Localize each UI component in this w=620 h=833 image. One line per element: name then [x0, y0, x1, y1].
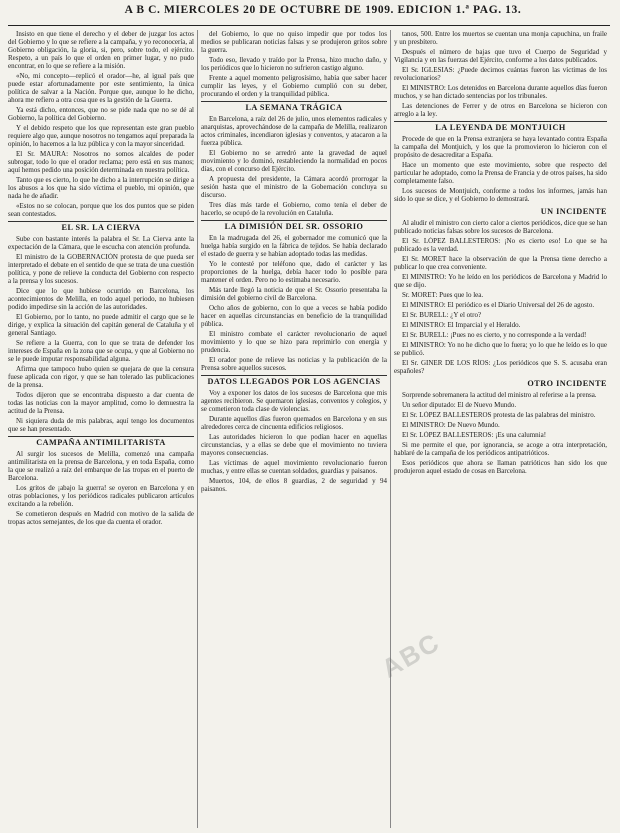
- paragraph: Las detenciones de Ferrer y de otros en Barcelona se hicieron con arreglo a la ley.: [394, 102, 607, 118]
- paragraph: Tanto que es cierto, lo que he dicho a la interrupción se dirige a los abusos a los que ha sido víctima el pueblo, mi opinión, que nada he de añadir.: [8, 176, 194, 200]
- paragraph: El MINISTRO: Yo no he dicho que lo fuera; yo lo que he leído es lo que se publicó.: [394, 341, 607, 357]
- paragraph: En la madrugada del 26, el gobernador me comunicó que la huelga había surgido en la fábrica de tejidos. Se había declarado el estado de guerra y se habían adoptado todas las medidas.: [201, 234, 387, 258]
- paragraph: Sorprende sobremanera la actitud del ministro al referirse a la prensa.: [402, 391, 597, 399]
- paragraph: Muertos, 104, de ellos 8 guardias, 2 de seguridad y 94 paisanos.: [201, 477, 387, 493]
- paragraph: A propuesta del presidente, la Cámara acordó prorrogar la sesión hasta que el ministro de la Gobernación concluya su discurso.: [201, 175, 387, 199]
- paragraph: Al surgir los sucesos de Melilla, comenzó una campaña antimilitarista en la prensa de Barcelona, y en toda España, como la que se realizó a raíz del embarque de las tropas en el puerto de Barcelona.: [8, 450, 194, 482]
- paragraph: El Sr. MORET hace la observación de que la Prensa tiene derecho a publicar lo que crea conveniente.: [394, 255, 607, 271]
- section-heading: EL SR. LA CIERVA: [8, 221, 194, 233]
- column-1: [8, 30, 194, 828]
- paragraph: Todos dijeron que se encontraba dispuesto a dar cuenta de todas las noticias con la mayor amplitud, como lo demuestra la actitud de la Prensa.: [8, 391, 194, 415]
- paragraph: El orador pone de relieve las noticias y la publicación de la Prensa sobre aquellos sucesos.: [201, 356, 387, 372]
- section-heading: OTRO INCIDENTE: [527, 379, 607, 388]
- paragraph: Hace un momento que este movimiento, sobre que respecto del particular he adoptado, como la Prensa de Francia y de otros países, ha sido completamente falso.: [394, 161, 607, 185]
- paragraph: Las autoridades hicieron lo que podían hacer en aquellas circunstancias, y a ellas se debe que el movimiento no tuviera mayores consecuencias.: [201, 433, 387, 457]
- paragraph: Todo eso, llevado y traído por la Prensa, hizo mucho daño, y los periódicos que lo hicieron no sufrieron castigo alguno.: [201, 56, 387, 72]
- paragraph: El ministro combate el carácter revolucionario de aquel movimiento y lo que se hizo para reprimirlo con energía y prudencia.: [201, 330, 387, 354]
- paragraph: Voy a exponer los datos de los sucesos de Barcelona que mis agentes recibieron. Se quemaron iglesias, conventos y colegios, y se cometieron toda clase de violencias.: [201, 389, 387, 413]
- paragraph: «Estos no se colocan, porque que los dos puntos que se piden sean contestados.: [8, 202, 194, 218]
- paragraph: El Sr. LÓPEZ BALLESTEROS: ¡No es cierto eso! Lo que se ha publicado es la verdad.: [394, 237, 607, 253]
- paragraph: Insisto en que tiene el derecho y el deber de juzgar los actos del Gobierno y lo que se refiere a la campaña, y yo reconocería, al Gobierno obligación, la gloria, si, pero, sobre todo, el ejército. Respeto, a un país lo que el orden en primer lugar, y no pudo encontrar, en lo que se refiere a la misión.: [8, 30, 194, 70]
- paragraph: tanos, 500. Entre los muertos se cuentan una monja capuchina, un fraile y un presbítero.: [394, 30, 607, 46]
- paragraph: El Sr. IGLESIAS: ¿Puede decirnos cuántas fueron las víctimas de los revolucionarios?: [394, 66, 607, 82]
- column-divider: [390, 30, 391, 828]
- paragraph: El Sr. BURELL: ¡Pues no es cierto, y no corresponde a la verdad!: [402, 331, 587, 339]
- paragraph: Ya está dicho, entonces, que no se pide nada que no se dé al Gobierno, la política del Gobierno.: [8, 106, 194, 122]
- paragraph: Yo le contesté por teléfono que, dado el carácter y las proporciones de la huelga, debía hacer todo lo posible para mantener el orden. Pero no lo estimaba necesario.: [201, 260, 387, 284]
- paragraph: Se cometieron después en Madrid con motivo de la salida de tropas actos semejantes, de los que da cuenta el orador.: [8, 510, 194, 526]
- paragraph: Ni siquiera duda de mis palabras, aquí tengo los documentos que se han presentado.: [8, 417, 194, 433]
- paragraph: El ministro de la GOBERNACIÓN protesta de que pueda ser interpretado el debate en el sentido de que se trata de una cuestión política, y pone de relieve la conducta del Gobierno con respecto a la prensa y los sucesos.: [8, 253, 194, 285]
- paragraph: El Sr. GINER DE LOS RÍOS: ¿Los periódicos que S. S. acusaba eran españoles?: [394, 359, 607, 375]
- paragraph: Los sucesos de Montjuich, conforme a todos los informes, jamás han sido lo que se dice, y el Gobierno lo demostrará.: [394, 187, 607, 203]
- paragraph: Un señor diputado: El de Nuevo Mundo.: [402, 401, 517, 409]
- paragraph: El Sr. LÓPEZ BALLESTEROS: ¡Es una calumnia!: [402, 431, 547, 439]
- section-heading: UN INCIDENTE: [540, 207, 607, 216]
- paragraph: del Gobierno, lo que no quiso impedir que por todos los medios se publicaran noticias falsas y se produjeron gritos sobre la guerra.: [201, 30, 387, 54]
- paragraph: El Sr. BURELL: ¿Y el otro?: [402, 311, 482, 319]
- paragraph: El MINISTRO: Yo he leído en los periódicos de Barcelona y Madrid lo que se dijo.: [394, 273, 607, 289]
- section-heading: DATOS LLEGADOS POR LOS AGENCIAS: [201, 375, 387, 387]
- paragraph: El MINISTRO: El Imparcial y el Heraldo.: [402, 321, 521, 329]
- paragraph: Las víctimas de aquel movimiento revolucionario fueron muchas, y entre ellas se cuentan soldados, guardias y paisanos.: [201, 459, 387, 475]
- paragraph: El MINISTRO: El periódico es el Diario Universal del 26 de agosto.: [402, 301, 595, 309]
- paragraph: Más tarde llegó la noticia de que el Sr. Ossorio presentaba la dimisión del gobierno civil de Barcelona.: [201, 286, 387, 302]
- paragraph: Y el debido respeto que los que representan este gran pueblo requiere algo que, aunque nosotros no tengamos aquí preparada la opinión, lo hacemos a la luz pública y con la mayor sinceridad.: [8, 124, 194, 148]
- paragraph: Procede de que en la Prensa extranjera se haya levantado contra España la campaña del Montjuich, y los que la promovieron lo hicieron con el propósito de desacreditar a España.: [394, 135, 607, 159]
- paragraph: «No, mi concepto—replicó el orador—he, al igual país que puede estar afortunadamente por este sentimiento, la única política de salvar a la Nación. Porque que, aunque lo he dicho, ahora me refiero a otra cosa que es la gestión de la Guerra.: [8, 72, 194, 104]
- column-divider: [197, 30, 198, 828]
- column-3: [394, 30, 607, 828]
- paragraph: El Gobierno, por lo tanto, no puede admitir el cargo que se le dirige, y explica la situación del capitán general de Cataluña y el general Santiago.: [8, 313, 194, 337]
- paragraph: Después el número de bajas que tuvo el Cuerpo de Seguridad y Vigilancia y en las fuerzas del Ejército, conforme a los datos publicados.: [394, 48, 607, 64]
- page-header: A B C. MIERCOLES 20 DE OCTUBRE DE 1909. EDICION 1.ª PAG. 13.: [124, 4, 522, 16]
- paragraph: Dice que lo que hubiese ocurrido en Barcelona, los acontecimientos de Melilla, en todo aquel periodo, no hubiesen podido impedirse sin la acción de las autoridades.: [8, 287, 194, 311]
- paragraph: Esos periódicos que ahora se llaman patrióticos han sido los que produjeron aquel estado de cosas en Barcelona.: [394, 459, 607, 475]
- paragraph: El Sr. MAURA: Nosotros no somos alcaldes de poder subrogar, todo lo que el orador reclama; pero está en sus manos; aquí hemos pedido una posición determinada en nuestra política.: [8, 150, 194, 174]
- column-2: [201, 30, 387, 828]
- paragraph: Los gritos de ¡abajo la guerra! se oyeron en Barcelona y en otras poblaciones, y los periódicos radicales publicaron artículos excitando a la rebelión.: [8, 484, 194, 508]
- paragraph: Sube con bastante interés la palabra el Sr. La Cierva ante la expectación de la Cámara, que le escucha con atención profunda.: [8, 235, 194, 251]
- paragraph: Tres días más tarde el Gobierno, como tenía el deber de hacerlo, se ocupó de la revolución en Cataluña.: [201, 201, 387, 217]
- header-rule: [8, 25, 610, 26]
- paragraph: En Barcelona, a raíz del 26 de julio, unos elementos radicales y anarquistas, aprovechándose de la campaña de Melilla, realizaron actos criminales, incendiaron iglesias y conventos, y atacaron a la fuerza pública.: [201, 115, 387, 147]
- section-heading: LA SEMANA TRÁGICA: [201, 101, 387, 113]
- section-heading: LA LEYENDA DE MONTJUICH: [394, 121, 607, 133]
- paragraph: Durante aquellos días fueron quemados en Barcelona y en sus alrededores cerca de cincuenta edificios religiosos.: [201, 415, 387, 431]
- watermark-stamp: ABC: [376, 626, 446, 684]
- paragraph: Al aludir el ministro con cierto calor a ciertos periódicos, dice que se han publicado noticias falsas sobre los sucesos de Barcelona.: [394, 219, 607, 235]
- paragraph: Afirma que tampoco hubo quien se quejara de que la censura fuese aplicada con rigor, y que se han tolerado las publicaciones de la prensa.: [8, 365, 194, 389]
- paragraph: Ocho años de gobierno, con lo que a veces se había podido hacer en aquellas circunstancias en beneficio de la tranquilidad pública.: [201, 304, 387, 328]
- paragraph: El Gobierno no se arredró ante la gravedad de aquel movimiento y lo dominó, restableciendo la normalidad en pocos días, con el concurso del Ejército.: [201, 149, 387, 173]
- section-heading: LA DIMISIÓN DEL SR. OSSORIO: [201, 220, 387, 232]
- paragraph: El MINISTRO: De Nuevo Mundo.: [402, 421, 500, 429]
- paragraph: Frente a aquel momento peligrosísimo, había que saber hacer cumplir las leyes, y el Gobierno cumplió con su deber, procurando el orden y la tranquilidad pública.: [201, 74, 387, 98]
- paragraph: El Sr. LÓPEZ BALLESTEROS protesta de las palabras del ministro.: [402, 411, 596, 419]
- paragraph: Se refiere a la Guerra, con lo que se trata de defender los intereses de España en la zona que se ocupa, y que al Gobierno no se le puede imputar responsabilidad alguna.: [8, 339, 194, 363]
- paragraph: Sr. MORET: Pues que lo lea.: [402, 291, 484, 299]
- paragraph: El MINISTRO: Los detenidos en Barcelona durante aquellos días fueron muchos, y se han dictado sentencias por los tribunales.: [394, 84, 607, 100]
- paragraph: Si me permite el que, por ignorancia, se acoge a otra interpretación, hablaré de la campaña de los periódicos antipatrióticos.: [394, 441, 607, 457]
- section-heading: CAMPAÑA ANTIMILITARISTA: [8, 436, 194, 448]
